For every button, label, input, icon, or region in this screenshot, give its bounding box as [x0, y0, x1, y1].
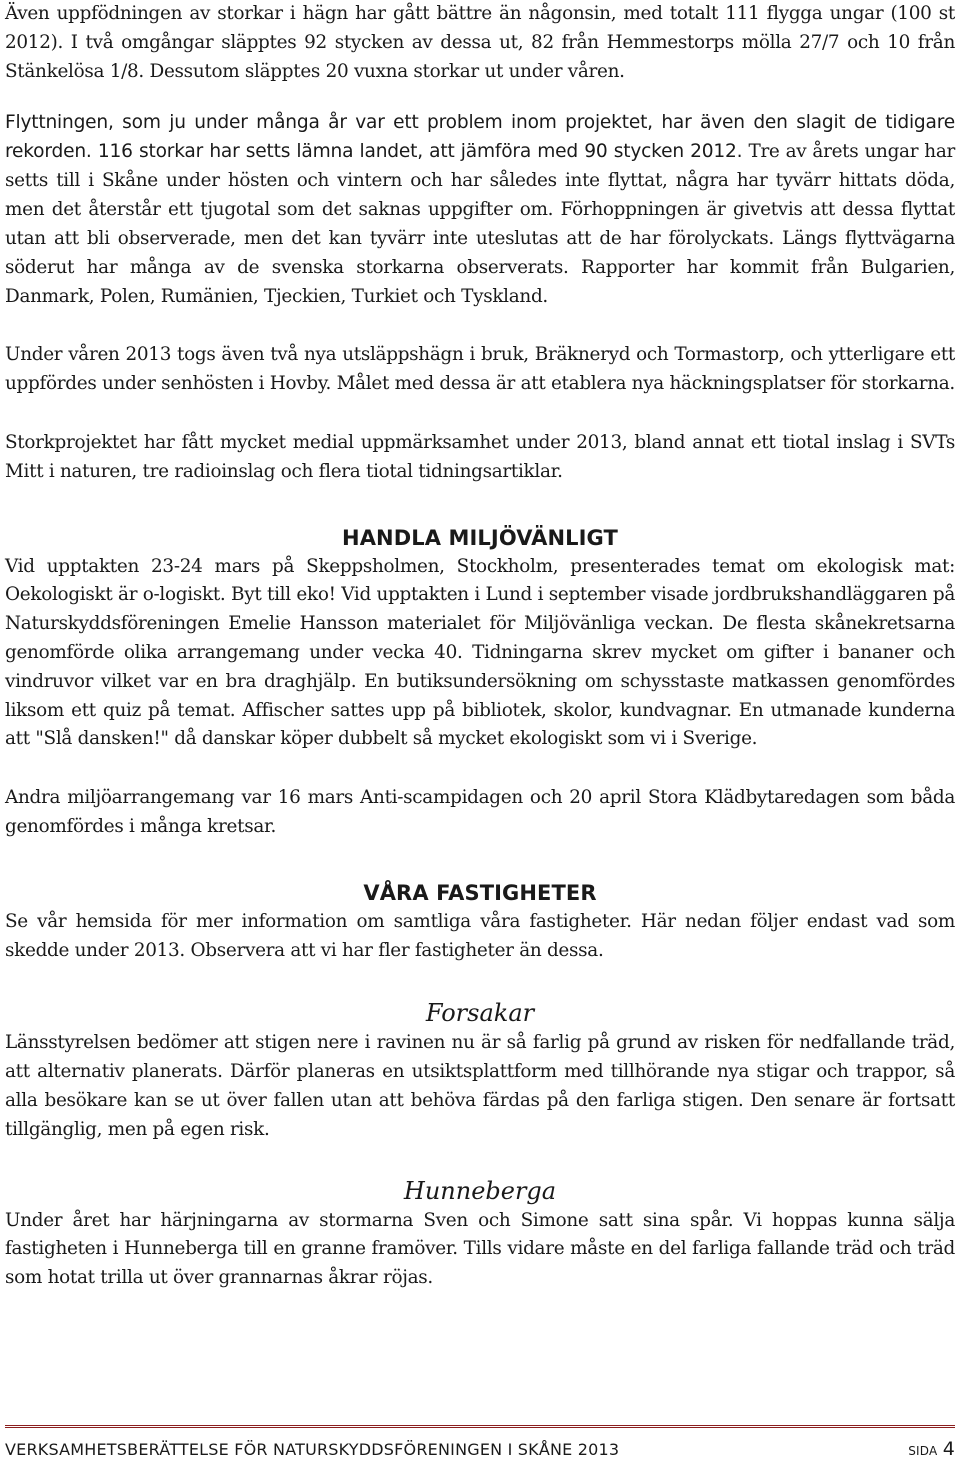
- paragraph-forsakar: Länsstyrelsen bedömer att stigen nere i ravinen nu är så farlig på grund av risken för nedfallande träd, att alternativ planerats. Därför planeras en utsiktsplattform med tillhörande nya stigar och trappor, så alla besökare kan se ut över fallen utan att behöva färdas på den farliga stigen. Den senare är fortsatt tillgänglig, men på egen risk.: [5, 1032, 955, 1140]
- page-number-value: 4: [942, 1438, 955, 1460]
- paragraph-migration: [5, 108, 955, 311]
- section-heading-handla-miljovanligt: HANDLA MILJÖVÄNLIGT: [342, 525, 618, 550]
- migration-text-a: Flyttningen, som ju under många år var ett problem inom projektet, har även den slagit de tidigare rekorden. 116 storkar har setts lämna landet, att jämföra med 90 stycken 2012.: [5, 112, 955, 163]
- paragraph-stork-breeding: Även uppfödningen av storkar i hägn har gått bättre än någonsin, med totalt 111 flygga ungar (100 st 2012). I två omgångar släpptes 92 stycken av dessa ut, 82 från Hemmestorps mölla 27/7 och 10 från Stänkelösa 1/8. Dessutom släpptes 20 vuxna storkar ut under våren.: [5, 3, 955, 82]
- page-number: [908, 1438, 955, 1460]
- paragraph-other-events: Andra miljöarrangemang var 16 mars Anti-scampidagen och 20 april Stora Klädbytaredagen som båda genomfördes i många kretsar.: [5, 787, 955, 837]
- subheading-hunneberga: Hunneberga: [403, 1176, 557, 1205]
- paragraph-properties-intro: Se vår hemsida för mer information om samtliga våra fastigheter. Här nedan följer endast vad som skedde under 2013. Observera att vi har fler fastigheter än dessa.: [5, 910, 955, 961]
- page-label: SIDA: [908, 1444, 938, 1458]
- section-heading-vara-fastigheter: VÅRA FASTIGHETER: [363, 880, 597, 905]
- paragraph-media-attention: Storkprojektet har fått mycket medial uppmärksamhet under 2013, bland annat ett tiotal inslag i SVTs Mitt i naturen, tre radioinslag och flera tiotal tidningsartiklar.: [5, 431, 955, 482]
- paragraph-release-enclosures: Under våren 2013 togs även två nya utsläppshägn i bruk, Bräkneryd och Tormastorp, och ytterligare ett uppfördes under senhösten i Hovby. Målet med dessa är att etablera nya häckningsplatser för storkarna.: [5, 344, 955, 395]
- paragraph-hunneberga: Under året har härjningarna av stormarna Sven och Simone satt sina spår. Vi hoppas kunna sälja fastigheten i Hunneberga till en granne framöver. Tills vidare måste en del farliga fallande träd och träd som hotat trilla ut över grannarnas åkrar röjas.: [5, 1209, 955, 1289]
- migration-text-b: Tre av årets ungar har setts till i Skåne under hösten och vintern och har således inte flyttat, några har tyvärr hittats döda, men det återstår ett tjugotal som det saknas uppgifter om. Förhoppningen är givetvis att dessa flyttat utan att bli observerade, men det kan tyvärr inte uteslutas att de har förolyckats. Längs flyttvägarna söderut har många av de svenska storkarna observerats. Rapporter har kommit från Bulgarien, Danmark, Polen, Rumänien, Tjeckien, Turkiet och Tyskland.: [5, 141, 955, 308]
- subheading-forsakar: Forsakar: [425, 999, 535, 1028]
- document-page: [5, 0, 955, 1293]
- footer-title: VERKSAMHETSBERÄTTELSE FÖR NATURSKYDDSFÖRENINGEN I SKÅNE 2013: [5, 1440, 620, 1459]
- page-footer: [5, 1425, 955, 1460]
- paragraph-eco-food: Vid upptakten 23-24 mars på Skeppsholmen, Stockholm, presenterades temat om ekologisk mat: Oekologiskt är o-logiskt. Byt till eko! Vid upptakten i Lund i september visade jordbrukshandläggaren på Naturskyddsföreningen Emelie Hansson materialet för Miljövänliga veckan. De flesta skånekretsarna genomförde olika arrangemang under vecka 40. Tidningarna skrev mycket om gifter i bananer och vindruvor vilket var en bra draghjälp. En butiksundersökning om schysstaste matkassen genomfördes liksom ett quiz på temat. Affischer sattes upp på bibliotek, skolor, kundvagnar. En utmanade kunderna att "Slå dansken!" då danskar köper dubbelt så mycket ekologiskt som vi i Sverige.: [5, 555, 955, 750]
